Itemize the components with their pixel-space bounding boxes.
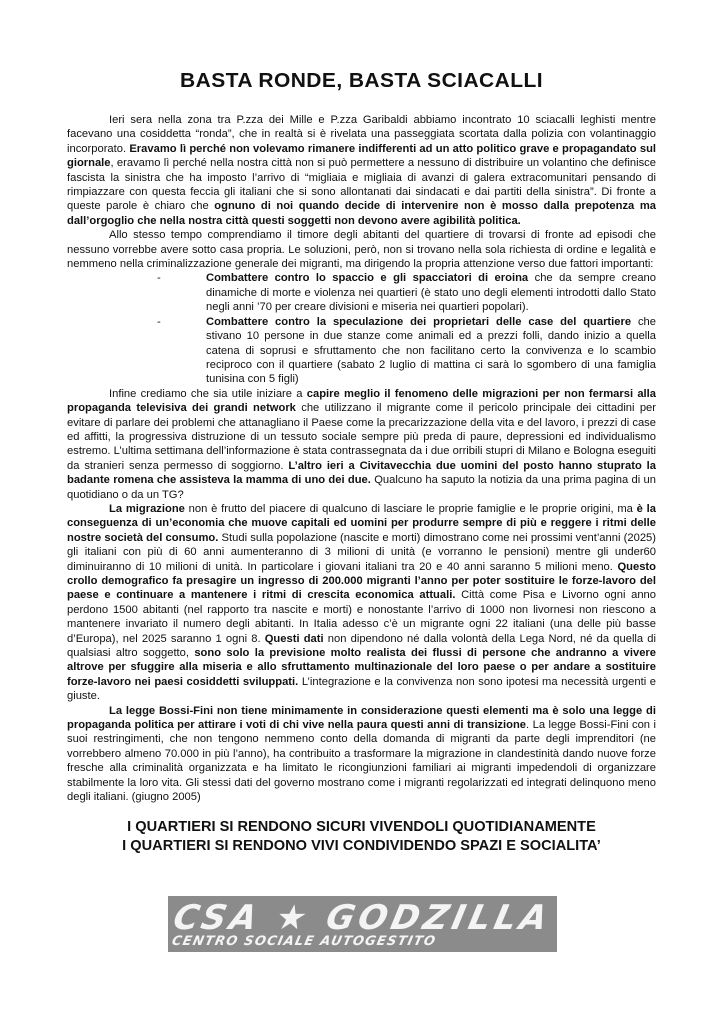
closing-slogan xyxy=(67,818,656,856)
paragraph-migrazione xyxy=(67,502,656,704)
p3-text-3: Qualcuno ha saputo la notizia da una prima pagina di un quotidiano o da un TG? xyxy=(67,474,656,501)
paragraph-propaganda xyxy=(67,387,656,502)
p1-bold-2: ognuno di noi quando decide di intervenire non è mosso dalla prepotenza ma dall’orgoglio che nella nostra città questi soggetti non devono avere agibilità politica. xyxy=(67,200,656,227)
p4-text-2: Studi sulla popolazione (nascite e morti) dimostrano come nei prossimi vent’anni (2025) gli italiani con più di 60 anni aumenteranno di 3 milioni di unità (e vorranno le pensioni) mentre gli under60 diminuiranno di 10 milioni di unità. In particolare i giovani italiani tra 20 e 40 anni saranno 5 milioni meno. xyxy=(67,531,656,573)
slogan-line-2: I QUARTIERI SI RENDONO VIVI CONDIVIDENDO SPAZI E SOCIALITA’ xyxy=(122,837,601,854)
logo-subtitle: CENTRO SOCIALE AUTOGESTITO xyxy=(170,934,438,949)
list-item-text xyxy=(206,271,656,314)
paragraph-bossi-fini xyxy=(67,704,656,805)
list-item-bold: Combattere contro lo spaccio e gli spacciatori di eroina xyxy=(206,272,529,285)
p3-text-2: che utilizzano il migrante come il pericolo principale dei cittadini per evitare di parlare dei problemi che attanagliano il Paese come la precarizzazione della vita e del lavoro, i prezzi di case ed affitti, la progressiva distruzione di un tessuto sociale sempre più preda di paure, depressioni ed individualismo estremo. L’ultima settimana dell’informazione è stata contrassegnata da i due orribili stupri di Milano e Bologna eseguiti da stranieri senza permesso di soggiorno. xyxy=(67,402,656,472)
csa-godzilla-logo xyxy=(168,896,557,952)
p1-bold-1: Eravamo lì perché non volevamo rimanere indifferenti ad un atto politico grave e propagandato sul giornale xyxy=(67,142,657,170)
p5-bold-1: La legge Bossi-Fini non tiene minimamente in considerazione questi elementi ma è solo una legge di propaganda politica per attirare i voti di chi vive nella paura questi anni di transizione xyxy=(67,704,656,732)
list-item-bold: Combattere contro la speculazione dei proprietari delle case del quartiere xyxy=(206,315,632,328)
p4-bold-3: Questo crollo demografico fa presagire un ingresso di 200.000 migranti l’anno per poter sostituire le forze-lavoro del paese e continuare a mantenere i ritmi di crescita economica attuali. xyxy=(67,560,656,602)
paragraph-timore: Allo stesso tempo comprendiamo il timore degli abitanti del quartiere di trovarsi di fronte ad episodi che nessuno vorrebbe avere sotto casa propria. Le soluzioni, però, non si trovano nella sola richiesta di ordine e legalità e nemmeno nella criminalizzazione generale dei migranti, ma dirigendo la propria attenzione verso due fattori importanti: xyxy=(67,229,656,271)
p3-bold-2: L’altro ieri a Civitavecchia due uomini del posto hanno stuprato la badante romena che assisteva la mamma di uno dei due. xyxy=(67,459,656,487)
list-item-rest: che stivano 10 persone in due stanze come animali ed a prezzi folli, dando inizio a quella catena di soprusi e sfruttamento che non facilitano certo la convivenza e lo scambio reciproco con il quartiere (sabato 2 luglio di mattina ci sarà lo sgombero di una famiglia tunisina con 5 figli) xyxy=(206,315,657,386)
slogan-line-1: I QUARTIERI SI RENDONO SICURI VIVENDOLI QUOTIDIANAMENTE xyxy=(127,818,596,835)
p4-text-3: Città come Pisa e Livorno ogni anno perdono 1500 abitanti (nel rapporto tra nascite e morti) e nonostante l’arrivo di 1000 non livornesi non riescono a mantenere invariato il numero degli abitanti. In Italia adesso c’è un migrante ogni 22 italiani (una delle più basse d’Europa), nel 2025 saranno 1 ogni 8. xyxy=(67,589,656,645)
p5-text-1: . La legge Bossi-Fini con i suoi restringimenti, che non tengono nemmeno conto della domanda di migranti da parte degli imprenditori (ne vorrebbero almeno 70.000 in più l’anno), ha contribuito a trasformare la migrazione in clandestinità dando nuove forze fresche alla criminalità organizzata e ha limitato le ricongiunzioni familiari ai migranti impedendoli di organizzare stabilmente la loro vita. Gli stessi dati del governo mostrano come i migranti regolarizzati ed integrati delinquono meno degli italiani. (giugno 2005) xyxy=(67,719,656,804)
p4-bold-4: Questi dati xyxy=(264,632,324,645)
list-item-speculazione xyxy=(67,315,656,387)
document-page xyxy=(67,70,656,856)
list-item-eroina xyxy=(67,271,656,314)
p4-bold-2: è la conseguenza di un’economia che muove capitali ed uomini per produrre sempre di più e reggere i ritmi delle nostre società del consumo. xyxy=(67,502,656,544)
p4-text-5: L’integrazione e la convivenza non sono ipotesi ma necessità urgenti e giuste. xyxy=(67,675,656,703)
logo-main-text: CSA ★ GODZILLA xyxy=(169,898,555,938)
paragraph-ronda xyxy=(67,113,656,228)
p4-text-1: non è frutto del piacere di qualcuno di lasciare le proprie famiglie e le proprie origini, ma xyxy=(184,502,637,515)
document-title: BASTA RONDE, BASTA SCIACALLI xyxy=(180,70,543,92)
list-dash: - xyxy=(157,272,161,285)
p3-text-1: Infine crediamo che sia utile iniziare a xyxy=(109,387,307,400)
p1-text-2: , eravamo lì perché nella nostra città non si può permettere a nessuno di distribuire un volantino che definisce fascista la sinistra che ha imposto l’arrivo di “migliaia e migliaia di avanzi di galera extracomunitari pensando di rimpiazzare con questa feccia gli italiani che si sono allontanati dai sindacati e dai partiti della sinistra”. Di fronte a queste parole è chiaro che xyxy=(67,157,656,213)
p4-text-4: non dipendono né dalla volontà della Lega Nord, né da quella di qualsiasi altro soggetto, xyxy=(67,632,657,660)
p3-bold-1: capire meglio il fenomeno delle migrazioni per non fermarsi alla propaganda televisiva dei grandi network xyxy=(67,387,656,415)
list-dash: - xyxy=(157,315,161,328)
list-item-text xyxy=(206,315,656,387)
p4-bold-5: sono solo la previsione molto realista dei flussi di persone che andranno a vivere altrove per sfuggire alla miseria e allo sfruttamento multinazionale del loro paese o per andare a sostituire forze-lavoro nei paesi cosiddetti sviluppati. xyxy=(67,647,656,688)
p4-bold-1: La migrazione xyxy=(109,502,185,515)
p1-text-1: Ieri sera nella zona tra P.zza dei Mille e P.zza Garibaldi abbiamo incontrato 10 sciacalli leghisti mentre facevano una cosiddetta “ronda”, che in realtà si è rivelata una passeggiata scortata dalla polizia con volantinaggio incorporato. xyxy=(67,114,656,155)
list-item-rest: che da sempre creano dinamiche di morte e violenza nei quartieri (è stato uno degli elementi introdotti dallo Stato negli anni ’70 per creare divisioni e miseria nei quartieri popolari). xyxy=(206,272,656,314)
